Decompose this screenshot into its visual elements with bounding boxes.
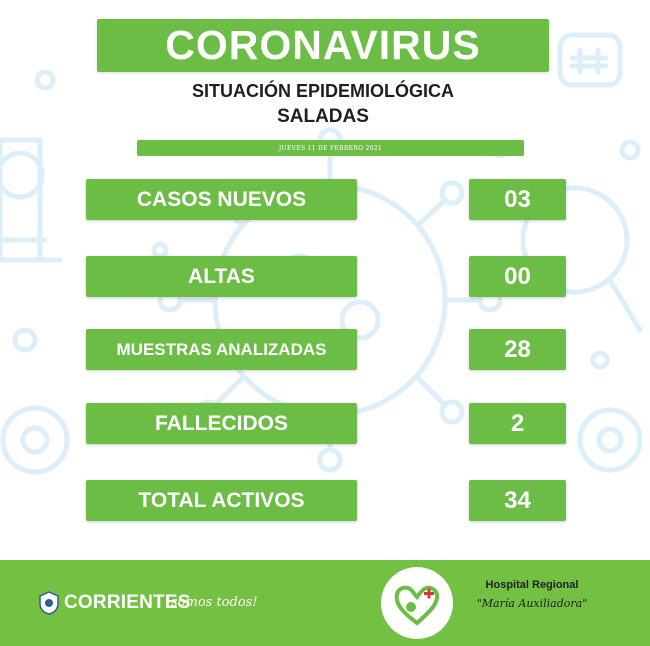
chat-bubble-icon [560, 35, 620, 85]
footer [0, 560, 650, 646]
stat-value-fallecidos: 2 [469, 403, 566, 444]
microscope-icon [0, 140, 60, 260]
heart-cross-icon [381, 567, 453, 639]
page-subtitle: SITUACIÓN EPIDEMIOLÓGICA [191, 81, 454, 101]
seal-icon [38, 591, 60, 615]
brand-name: CORRIENTES [64, 592, 191, 613]
brand-slogan: somos todos! [171, 595, 258, 610]
stat-label-fallecidos: FALLECIDOS [86, 403, 357, 444]
hospital-subname: "María Auxiliadora" [476, 597, 588, 610]
stat-label-total-activos: TOTAL ACTIVOS [86, 480, 357, 521]
stat-label-casos-nuevos: CASOS NUEVOS [86, 179, 357, 220]
date-banner [137, 140, 524, 156]
hospital-name: Hospital Regional [485, 579, 579, 591]
hospital-logo [381, 567, 453, 639]
stat-value-casos-nuevos: 03 [469, 179, 566, 220]
stat-value-altas: 00 [469, 256, 566, 297]
stat-value-total-activos: 34 [469, 480, 566, 521]
stat-value-muestras-analizadas: 28 [469, 329, 566, 370]
location-title: SALADAS [277, 106, 369, 127]
page-title: CORONAVIRUS [165, 22, 481, 68]
stat-label-muestras-analizadas: MUESTRAS ANALIZADAS [86, 329, 357, 370]
stat-label-altas: ALTAS [86, 256, 357, 297]
title-banner [97, 19, 549, 72]
date-label: JUEVES 11 DE FEBRERO 2021 [278, 144, 383, 152]
